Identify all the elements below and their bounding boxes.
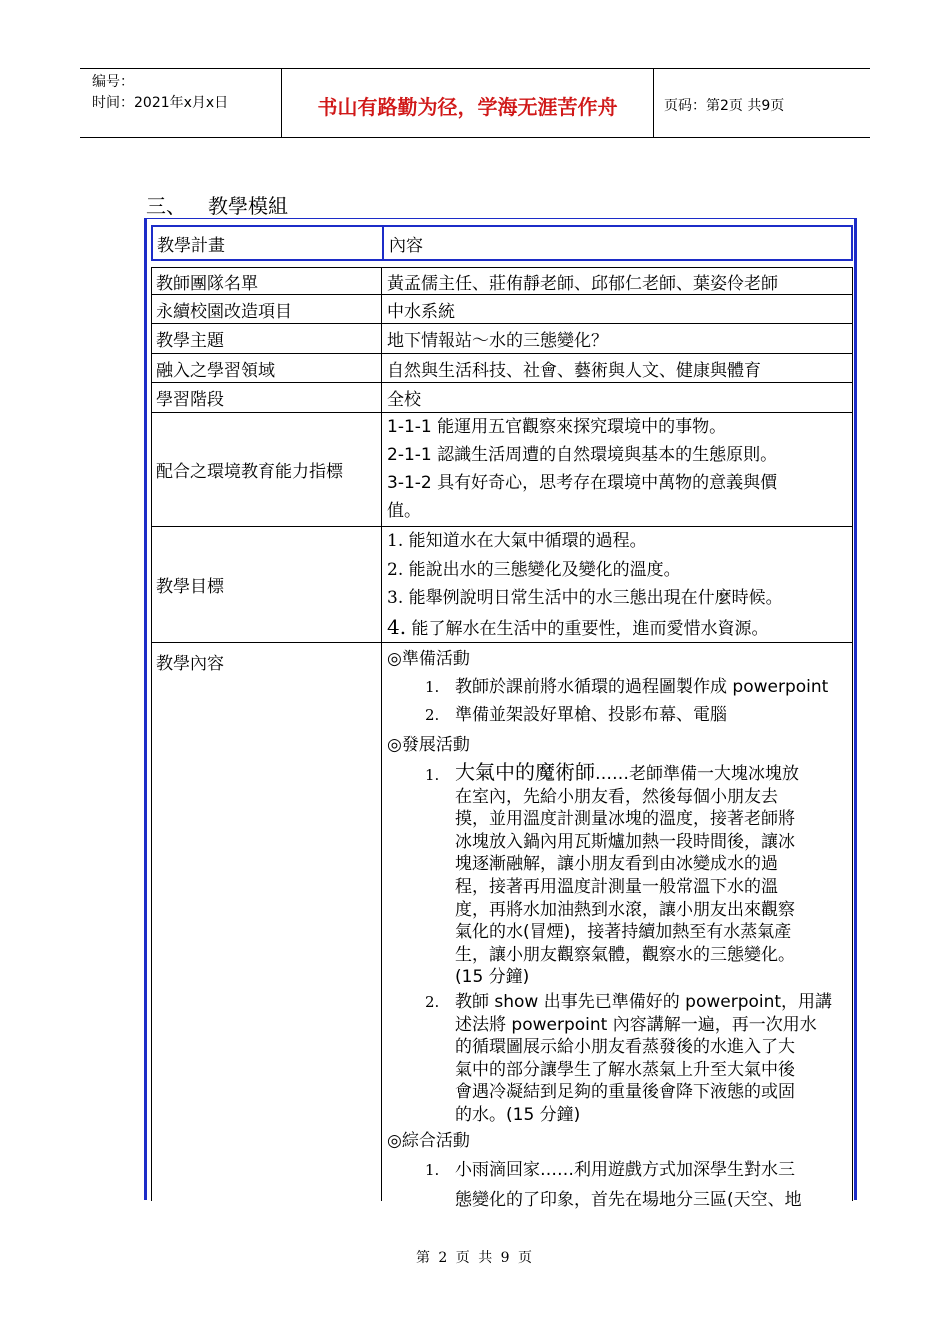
ability-line: 值。 (387, 501, 421, 521)
table-row (151, 383, 853, 413)
table-row (151, 354, 853, 383)
ability-row (151, 413, 853, 527)
row-value: 地下情報站～水的三態變化？ (382, 324, 853, 353)
list-item: 1. 大氣中的魔術師……老師準備一大塊冰塊放 在室內，先給小朋友看，然後每個小朋友去 摸，並用溫度計測量冰塊的溫度，接著老師將 冰塊放入鍋內用瓦斯爐加熱一段時間後，讓冰 塊逐漸融解，讓小朋友看到由冰變成水的過 程，接著再用溫度計測量一般常溫下水的溫 度，再將水加油熱到水滾，讓小朋友出來觀察 氣化的水(冒煙)，接著持續加熱至有水蒸氣產 生，讓小朋友觀察氣體，觀察水的三態變化。 (15 分鐘) (425, 760, 799, 988)
content-row (151, 643, 853, 1210)
list-item: 2. 準備並架設好單槍、投影布幕、電腦 (425, 705, 727, 725)
goal-item: 1. 能知道水在大氣中循環的過程。 (387, 531, 647, 551)
table-row (151, 267, 853, 295)
goal-item: 2. 能說出水的三態變化及變化的溫度。 (387, 559, 681, 580)
ability-line: 1-1-1 能運用五官觀察來探究環境中的事物。 (387, 417, 727, 437)
code-label: 编号： (92, 74, 134, 90)
page-footer: 第 2 页 共 9 页 (415, 1250, 535, 1266)
row-label: 學習階段 (151, 383, 382, 412)
ability-line: 2-1-1 認識生活周遭的自然環境與基本的生態原則。 (387, 445, 778, 465)
list-item: 1. 教師於課前將水循環的過程圖製作成 powerpoint (425, 677, 829, 697)
row-value: 自然與生活科技、社會、藝術與人文、健康與體育 (382, 354, 853, 382)
header-value: 內容 (389, 235, 423, 256)
row-value: 全校 (382, 383, 853, 412)
ability-label: 配合之環境教育能力指標 (151, 413, 382, 526)
row-label: 教師團隊名單 (151, 268, 382, 294)
section-number: 三、 (146, 194, 186, 218)
table-row (151, 295, 853, 324)
list-item: 1. 小雨滴回家……利用遊戲方式加深學生對水三 態變化的了印象，首先在場地分三區(天空、地 (425, 1159, 802, 1210)
table-row (151, 324, 853, 354)
goal-item: 3. 能舉例說明日常生活中的水三態出現在什麼時候。 (387, 588, 783, 608)
row-label: 永續校園改造項目 (151, 295, 382, 323)
goals-value (382, 527, 853, 642)
header-page-info: 页码：第2页 共9页 (664, 98, 785, 114)
sum-heading: ◎綜合活動 (387, 1130, 470, 1151)
table-header-row (151, 225, 853, 261)
goals-row (151, 527, 853, 643)
row-value: 中水系統 (382, 295, 853, 323)
header-meta (80, 69, 282, 137)
time-label: 时间：2021年x月x日 (92, 95, 229, 111)
row-label: 教學主題 (151, 324, 382, 353)
teaching-plan-table (144, 218, 857, 1210)
ability-value (382, 413, 853, 526)
page-header (80, 68, 870, 138)
goal-item: 4. 能了解水在生活中的重要性，進而愛惜水資源。 (387, 614, 769, 639)
list-item: 2. 教師 show 出事先已準備好的 powerpoint，用講 述法將 powerpoint 內容講解一遍，再一次用水 的循環圖展示給小朋友看蒸發後的水進入了大 氣中的部分讓學生了解水蒸氣上升至大氣中後 會遇冷凝結到足夠的重量後會降下液態的或固 的水。(15 分鐘) (425, 991, 833, 1125)
header-label: 教學計畫 (153, 227, 384, 259)
section-title-text: 教學模組 (208, 194, 288, 218)
header-motto: 书山有路勤为径，学海无涯苦作舟 (282, 69, 654, 137)
row-value: 黃孟儒主任、莊侑靜老師、邱郁仁老師、葉姿伶老師 (382, 268, 853, 294)
row-label: 融入之學習領域 (151, 354, 382, 382)
dev-heading: ◎發展活動 (387, 735, 470, 755)
header-gap (151, 262, 853, 266)
content-value (382, 643, 853, 1210)
prep-heading: ◎準備活動 (387, 649, 470, 669)
ability-line: 3-1-2 具有好奇心，思考存在環境中萬物的意義與價 (387, 473, 778, 493)
section-title (146, 190, 288, 219)
goals-label: 教學目標 (151, 527, 382, 642)
content-label: 教學內容 (151, 643, 382, 1201)
